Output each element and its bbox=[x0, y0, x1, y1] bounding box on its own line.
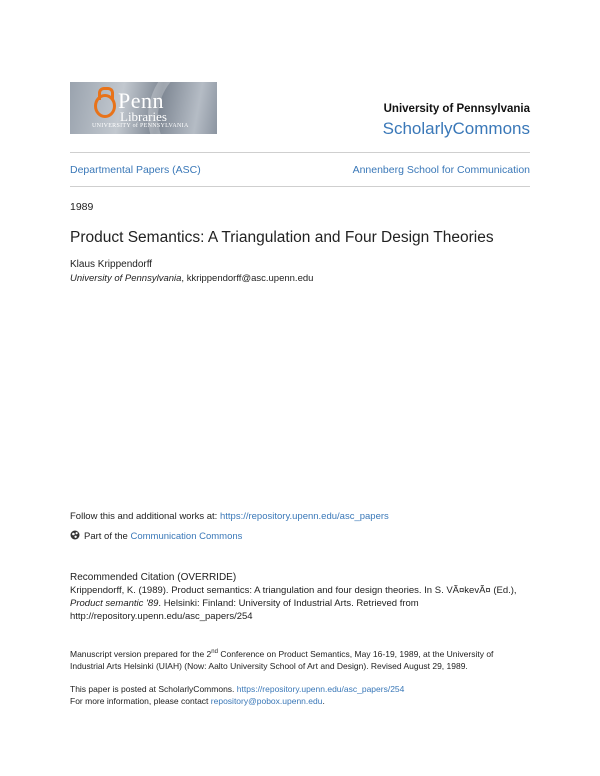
contact-prefix: For more information, please contact bbox=[70, 696, 211, 706]
manuscript-sup: nd bbox=[211, 649, 218, 655]
paper-title: Product Semantics: A Triangulation and Four Design Theories bbox=[70, 229, 494, 246]
citation-heading: Recommended Citation (OVERRIDE) bbox=[70, 572, 237, 583]
publication-year: 1989 bbox=[70, 201, 94, 213]
manuscript-note-line-1 bbox=[70, 646, 493, 660]
author-name: Klaus Krippendorff bbox=[70, 259, 153, 270]
logo-tagline: UNIVERSITY of PENNSYLVANIA bbox=[92, 123, 189, 129]
manuscript-note-line-2: Industrial Arts Helsinki (UIAH) (Now: Aalto University School of Art and Design). Revised August 29, 1989. bbox=[70, 661, 468, 671]
university-name: University of Pennsylvania bbox=[383, 103, 530, 115]
author-affiliation: University of Pennsylvania bbox=[70, 273, 182, 284]
departmental-papers-link[interactable]: Departmental Papers (ASC) bbox=[70, 164, 201, 176]
follow-prefix: Follow this and additional works at: bbox=[70, 511, 220, 522]
paper-permalink[interactable]: https://repository.upenn.edu/asc_papers/254 bbox=[236, 684, 405, 694]
author-affiliation-line bbox=[70, 272, 313, 286]
contact-line bbox=[70, 695, 325, 707]
manuscript-pre: Manuscript version prepared for the 2 bbox=[70, 648, 212, 659]
posted-line bbox=[70, 683, 404, 695]
penn-libraries-logo bbox=[70, 82, 217, 134]
manuscript-post: Conference on Product Semantics, May 16-19, 1989, at the University of bbox=[217, 648, 494, 659]
divider-top bbox=[70, 152, 530, 153]
open-access-lock-body bbox=[94, 94, 116, 118]
network-icon bbox=[70, 530, 80, 540]
part-of-line bbox=[70, 530, 242, 544]
citation-publisher: . Helsinki: Finland: University of Industrial Arts. Retrieved from bbox=[158, 598, 419, 609]
part-of-prefix: Part of the bbox=[84, 531, 131, 542]
logo-libraries-text: Libraries bbox=[120, 109, 167, 124]
logo-penn-text: Penn bbox=[118, 88, 164, 113]
scholarly-commons-link[interactable]: ScholarlyCommons bbox=[382, 119, 530, 138]
citation-line-1: Krippendorff, K. (1989). Product semantics: A triangulation and four design theories. In S. VÃ¤kevÃ¤ (Ed.), bbox=[70, 585, 517, 596]
citation-url: http://repository.upenn.edu/asc_papers/254 bbox=[70, 611, 253, 622]
posted-prefix: This paper is posted at ScholarlyCommons. bbox=[70, 684, 237, 694]
contact-suffix: . bbox=[322, 696, 325, 706]
follow-line bbox=[70, 510, 389, 524]
annenberg-school-link[interactable]: Annenberg School for Communication bbox=[352, 164, 530, 176]
communication-commons-link[interactable]: Communication Commons bbox=[130, 531, 243, 542]
contact-email-link[interactable]: repository@pobox.upenn.edu bbox=[210, 696, 323, 706]
author-email: , kkrippendorff@asc.upenn.edu bbox=[181, 273, 314, 284]
divider-bottom bbox=[70, 186, 530, 187]
asc-papers-link[interactable]: https://repository.upenn.edu/asc_papers bbox=[219, 511, 389, 522]
citation-line-2 bbox=[70, 597, 419, 611]
citation-book-title: Product semantic '89 bbox=[70, 598, 159, 609]
